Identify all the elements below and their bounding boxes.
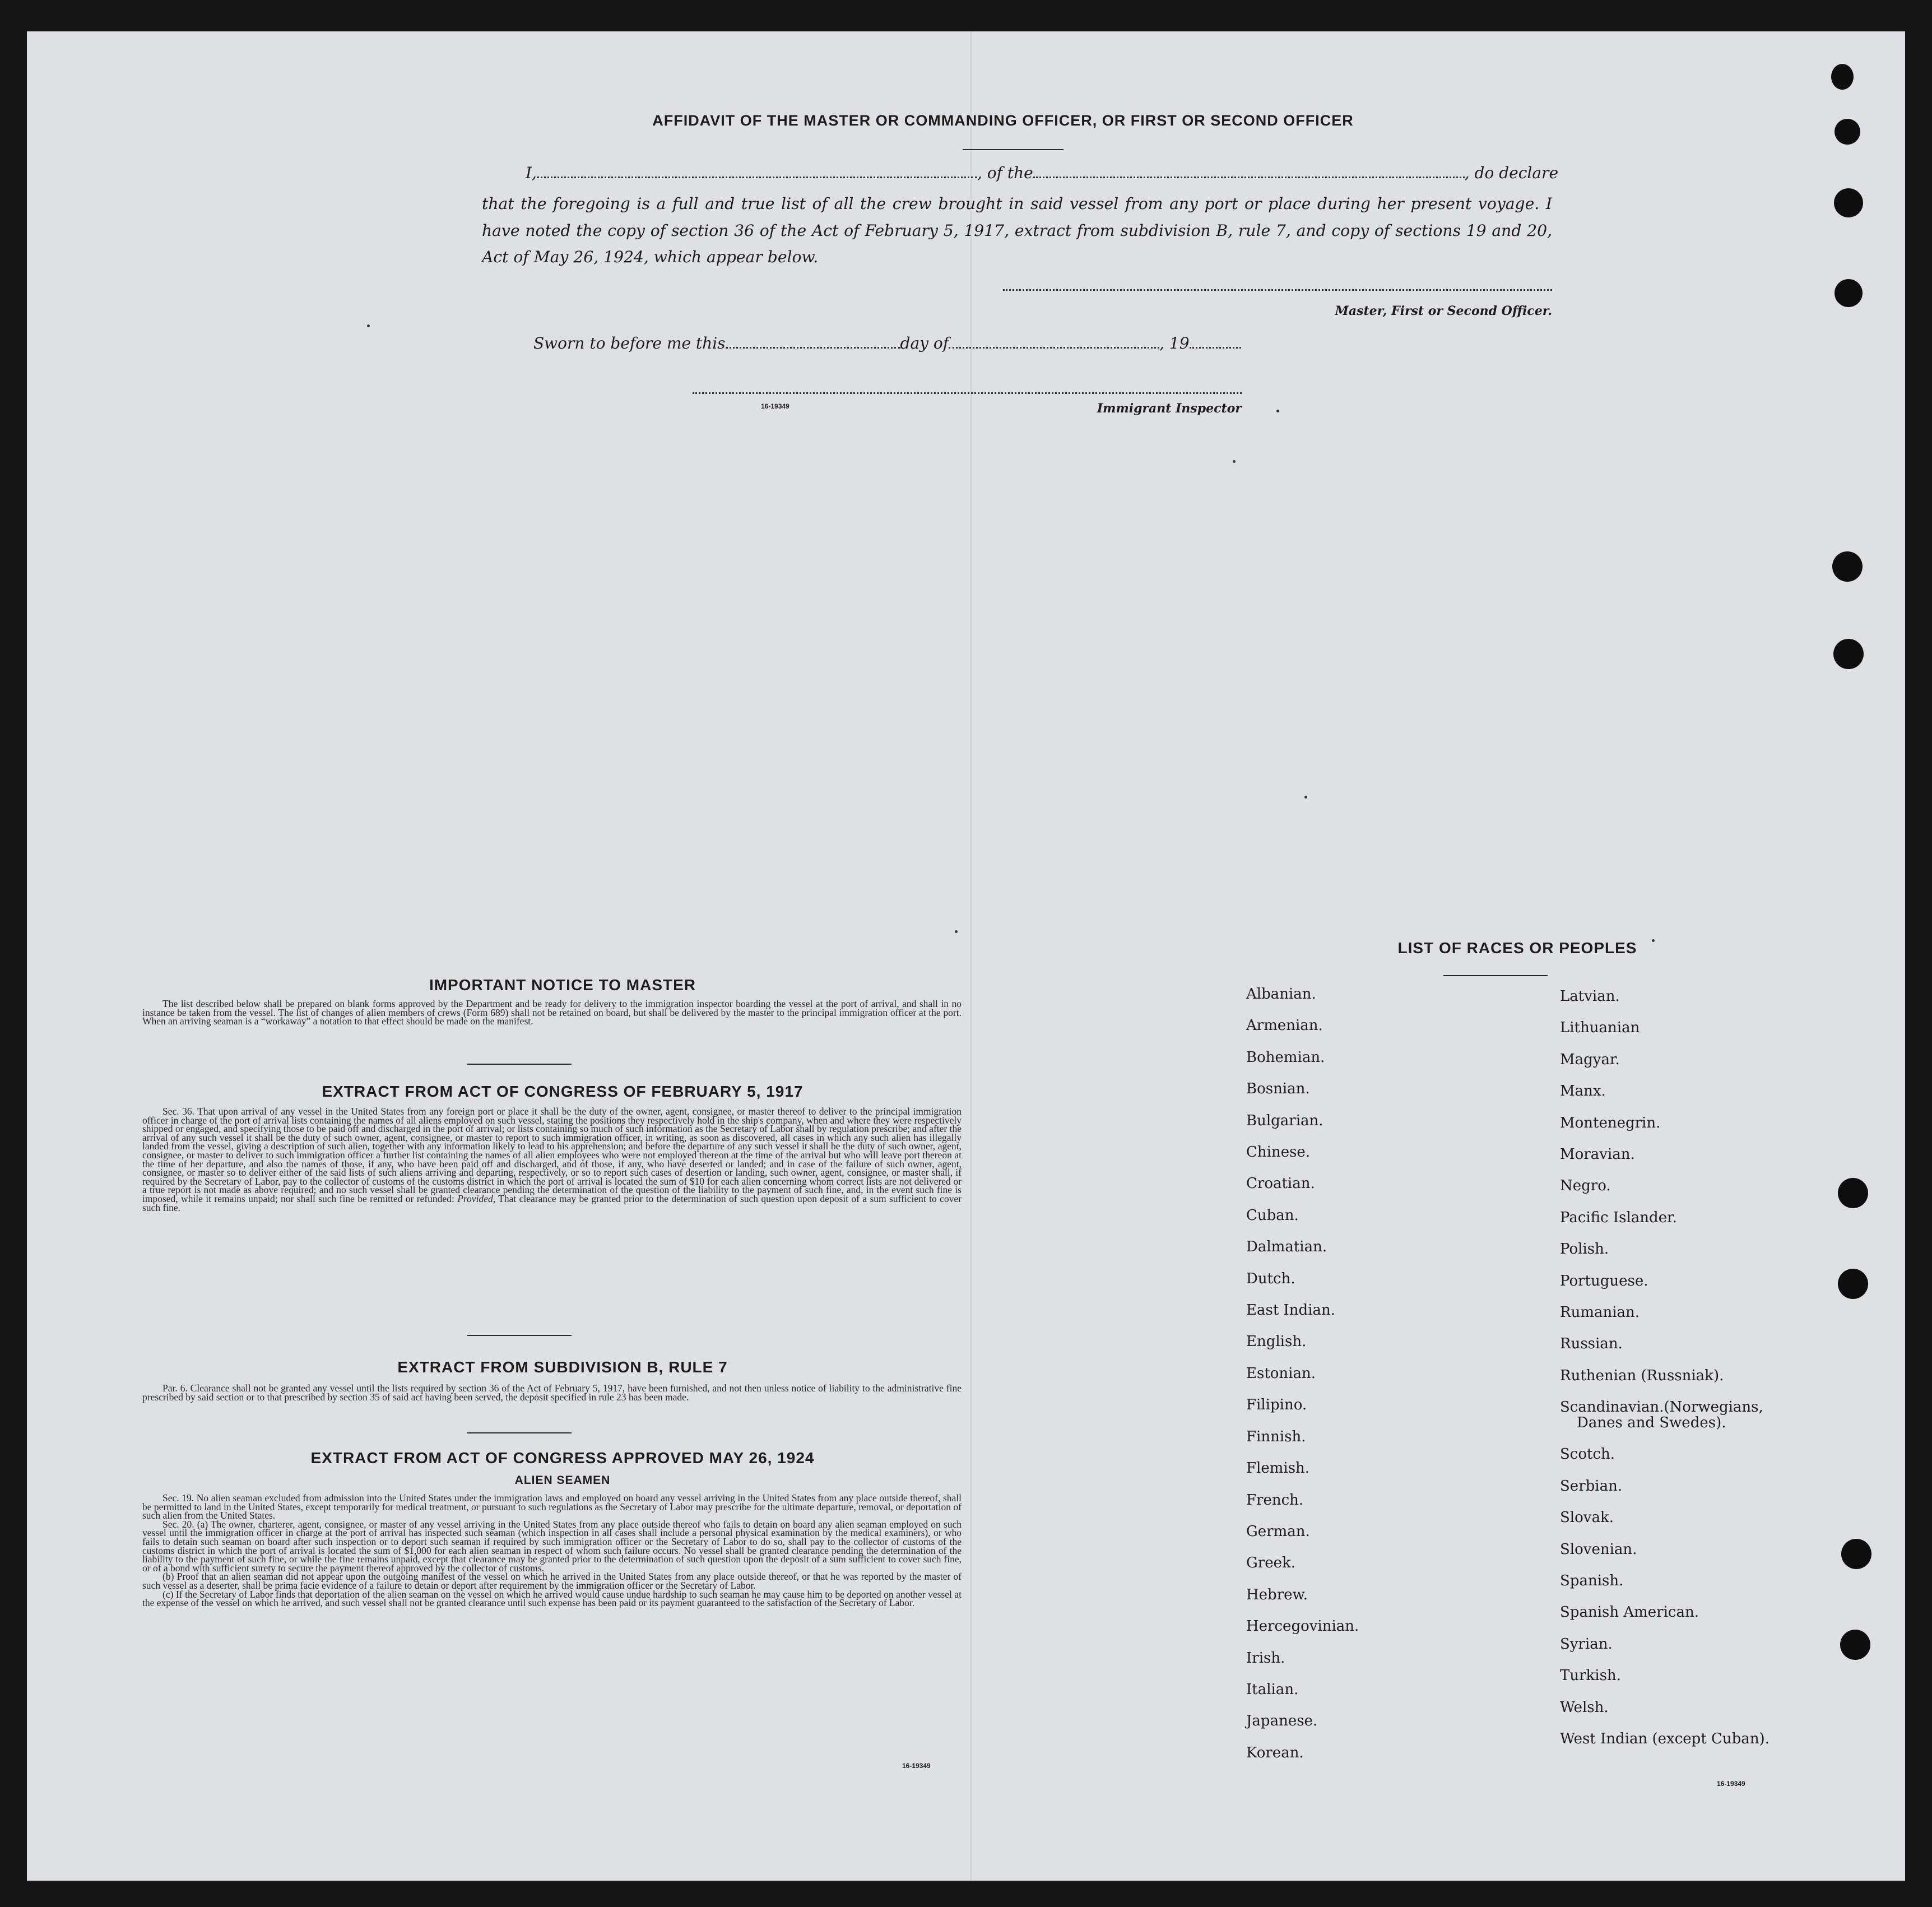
race-entry: East Indian. <box>1246 1302 1336 1319</box>
race-entry: Armenian. <box>1246 1017 1323 1034</box>
punch-hole <box>1841 1539 1871 1569</box>
extract-1917-title: EXTRACT FROM ACT OF CONGRESS OF FEBRUARY 5, 1917 <box>322 1083 804 1100</box>
race-entry: Scandinavian.(Norwegians, <box>1560 1399 1763 1416</box>
race-entry: Scotch. <box>1560 1446 1615 1463</box>
form-number: 16-19349 <box>902 1762 931 1770</box>
race-entry: Filipino. <box>1246 1396 1307 1414</box>
races-title-rule <box>1443 975 1548 976</box>
race-entry: French. <box>1246 1491 1304 1509</box>
affidavit-declaration-line <box>526 164 1559 182</box>
punch-hole <box>1833 639 1864 669</box>
rule7-paragraph: Par. 6. Clearance shall not be granted any vessel until the lists required by section 36 of the Act of February 5, 1917, have been furnished, and not then unless notice of liability to the administrative fine prescribed by said section or to that prescribed by section 35 of said act having been served, the deposit specified in rule 23 has been made. <box>142 1382 962 1403</box>
punch-hole <box>1834 188 1863 217</box>
race-entry: Ruthenian (Russniak). <box>1560 1367 1724 1384</box>
rule7-title: EXTRACT FROM SUBDIVISION B, RULE 7 <box>397 1358 728 1376</box>
race-entry: Bohemian. <box>1246 1048 1325 1066</box>
ink-speck <box>955 930 958 933</box>
of-the-label: , of the <box>977 164 1033 182</box>
race-entry: Cuban. <box>1246 1207 1299 1224</box>
ink-speck <box>1304 796 1307 799</box>
race-entry: Turkish. <box>1560 1667 1621 1685</box>
sworn-year-field[interactable] <box>1190 347 1241 349</box>
race-entry: Irish. <box>1246 1649 1285 1667</box>
race-entry: Flemish. <box>1246 1460 1310 1477</box>
master-signature-field[interactable] <box>1003 289 1552 291</box>
race-entry: Pacific Islander. <box>1560 1209 1677 1226</box>
race-entry: Estonian. <box>1246 1365 1316 1382</box>
race-entry: Croatian. <box>1246 1175 1315 1193</box>
race-entry: Magyar. <box>1560 1051 1620 1068</box>
extract-1924-title: EXTRACT FROM ACT OF CONGRESS APPROVED MAY 26, 1924 <box>310 1449 815 1467</box>
ink-speck <box>1276 410 1279 412</box>
race-entry: West Indian (except Cuban). <box>1560 1730 1770 1747</box>
punch-hole <box>1832 551 1863 582</box>
sworn-line <box>533 334 1241 352</box>
sec19-paragraph: Sec. 19. No alien seaman excluded from admission into the United States under the immigration laws and employed on board any vessel arriving in the United States from any place outside thereof, shall be permitted to land in the United States, except temporarily for medical treatment, or pursuant to such regulations as the Secretary of Labor may prescribe for the ultimate departure, removal, or deportation of such alien from the United States. <box>142 1492 962 1521</box>
punch-hole <box>1840 1630 1870 1660</box>
sworn-month-field[interactable] <box>949 347 1159 349</box>
declarant-name-field[interactable] <box>537 177 977 178</box>
form-number: 16-19349 <box>1717 1780 1745 1788</box>
race-entry: German. <box>1246 1523 1310 1540</box>
vessel-name-field[interactable] <box>1033 177 1465 178</box>
race-entry: Moravian. <box>1560 1146 1635 1163</box>
extract-1924-text <box>142 1494 962 1608</box>
declarant-label: I, <box>526 164 537 182</box>
rule7-text <box>142 1384 962 1402</box>
extract-1917-text <box>142 1107 962 1212</box>
race-entry: Serbian. <box>1560 1477 1623 1495</box>
notice-text <box>142 1000 962 1026</box>
race-entry: Korean. <box>1246 1744 1304 1761</box>
sec20c-paragraph: (c) If the Secretary of Labor finds that deportation of the alien seaman on the vessel on which he arrived would cause undue hardship to such seaman he may cause him to be deported on another vessel at the expense of the vessel on which he arrived, and such vessel shall not be granted clearance until such expense has been paid or its payment guaranteed to the satisfaction of the Secretary of Labor. <box>142 1588 962 1609</box>
sworn-day-field[interactable] <box>726 347 900 349</box>
section-rule <box>467 1432 572 1433</box>
race-entry: Slovenian. <box>1560 1541 1637 1558</box>
notice-title: IMPORTANT NOTICE TO MASTER <box>429 976 696 994</box>
sec20b-paragraph: (b) Proof that an alien seaman did not appear upon the outgoing manifest of the vessel on which he arrived in the United States from any place outside thereof, or that he was reported by the master of such vessel as a deserter, shall be prima facie evidence of a failure to detain or deport after requirement by the immigration officer or the Secretary of Labor. <box>142 1571 962 1591</box>
section-rule <box>467 1335 572 1336</box>
punch-hole <box>1838 1269 1868 1299</box>
form-number: 16-19349 <box>761 402 789 410</box>
sworn-prefix: Sworn to before me this <box>533 334 726 352</box>
punch-hole <box>1835 119 1860 145</box>
affidavit-body: that the foregoing is a full and true list of all the crew brought in said vessel from any port or place during her present voyage. I have noted the copy of section 36 of the Act of February 5, 1917, extract from subdivision B, rule 7, and copy of sections 19 and 20, Act of May 26, 1924, which appear below. <box>482 194 1552 266</box>
master-signature-caption: Master, First or Second Officer. <box>1335 304 1552 318</box>
notice-paragraph: The list described below shall be prepared on blank forms approved by the Department and be ready for delivery to the immigration inspector boarding the vessel at the port of arrival, and shall in no instance be taken from the vessel. The list of changes of alien members of crews (Form 689) shall not be retained on board, but shall be delivered by the master to the principal immigration officer at the port. When an arriving seaman is a “workaway” a notation to that effect should be made on the manifest. <box>142 998 962 1027</box>
sworn-year-prefix: , 19 <box>1159 334 1190 352</box>
race-entry: Hebrew. <box>1246 1586 1308 1603</box>
sec36-paragraph: Sec. 36. That upon arrival of any vessel in the United States from any foreign port or place it shall be the duty of the owner, agent, consignee, or master thereof to deliver to the principal immigration officer in charge of the port of arrival lists containing the names of all aliens employed on such vessel, stating the positions they respectively hold in the ship's company, when and where they were respectively shipped or engaged, and specifying those to be paid off and discharged in the port of arrival; or lists containing so much of such information as the Secretary of Labor shall by regulation prescribe; and after the arrival of any such vessel it shall be the duty of such owner, agent, consignee, or master to report to such immigration officer, in writing, as soon as discovered, all cases in which any such alien has illegally landed from the vessel, giving a description of such alien, together with any information likely to lead to his apprehension; and before the departure of any such vessel it shall be the duty of such owner, agent, consignee, or master to deliver to such immigration officer a further list containing the names of all alien employees who were not employed thereon at the time of the arrival but who will leave port thereon at the time of her departure, and also the names of those, if any, who have been paid off and discharged, and of those, if any, who have deserted or landed; and in case of the failure of such owner, agent, consignee, or master so to deliver either of the said lists of such aliens arriving and departing, respectively, or so to report such cases of desertion or landing, such owner, agent, consignee, or master shall, if required by the Secretary of Labor, pay to the collector of customs of the customs district in which the port of arrival is located the sum of $10 for each alien concerning whom correct lists are not delivered or a true report is not made as above required; and no such vessel shall be granted clearance pending the determination of the question of the liability to the payment of such fine, and, in the event such fine is imposed, while it remains unpaid; nor shall such fine be remitted or refunded: <box>142 1106 962 1204</box>
race-entry: Chinese. <box>1246 1144 1311 1161</box>
sec20a-paragraph: Sec. 20. (a) The owner, charterer, agent, consignee, or master of any vessel arriving in the United States from any place outside thereof who fails to detain on board any alien seaman employed on such vessel until the immigration officer in charge at the port of arrival has inspected such seaman (which inspection in all cases shall include a personal physical examination by the medical examiners), or who fails to detain such seaman on board after such inspection or to deport such seaman if required by such immigration officer or the Secretary of Labor to do so, shall pay to the collector of customs of the customs district in which the port of arrival is located the sum of $1,000 for each alien seaman in respect of whom such failure occurs. No vessel shall be granted clearance pending the determination of the liability to the payment of such fine, or while the fine remains unpaid, except that clearance may be granted prior to the determination of such question upon the deposit of a sum sufficient to cover such fine, or of a bond with sufficient surety to secure the payment thereof approved by the collector of customs. <box>142 1518 962 1574</box>
punch-hole <box>1835 279 1863 307</box>
affidavit-title: AFFIDAVIT OF THE MASTER OR COMMANDING OFFICER, OR FIRST OR SECOND OFFICER <box>652 112 1354 129</box>
race-entry: Italian. <box>1246 1681 1299 1698</box>
page-fold <box>970 31 972 1881</box>
race-entry: Japanese. <box>1246 1713 1318 1730</box>
race-entry: Montenegrin. <box>1560 1114 1661 1131</box>
alien-seamen-subtitle: ALIEN SEAMEN <box>514 1474 611 1487</box>
race-entry: Bulgarian. <box>1246 1112 1323 1129</box>
race-entry: Lithuanian <box>1560 1019 1640 1037</box>
race-entry: Manx. <box>1560 1083 1606 1100</box>
race-entry: Spanish. <box>1560 1572 1624 1589</box>
declare-label: , do declare <box>1464 164 1559 182</box>
race-entry: Slovak. <box>1560 1509 1614 1526</box>
race-entry-multiline <box>1560 1391 1770 1439</box>
document-page <box>27 31 1905 1881</box>
proviso-text: That clearance may be granted prior to the determination of such question upon deposit of a sum sufficient to cover such fine. <box>142 1193 962 1213</box>
race-entry: Dutch. <box>1246 1270 1295 1287</box>
proviso-label: Provided, <box>457 1193 496 1204</box>
race-entry-continuation: Danes and Swedes). <box>1577 1414 1726 1432</box>
race-entry: Russian. <box>1560 1335 1623 1353</box>
race-entry: Greek. <box>1246 1555 1295 1572</box>
race-entry: Welsh. <box>1560 1699 1609 1716</box>
race-entry: Syrian. <box>1560 1635 1613 1653</box>
race-entry: Dalmatian. <box>1246 1238 1327 1256</box>
title-rule <box>963 149 1063 150</box>
race-entry: English. <box>1246 1333 1307 1351</box>
ink-speck <box>1233 460 1236 463</box>
race-entry: Bosnian. <box>1246 1080 1310 1098</box>
sworn-day-of: day of <box>900 334 949 352</box>
ink-speck <box>367 324 370 327</box>
race-entry: Hercegovinian. <box>1246 1618 1359 1635</box>
race-entry: Portuguese. <box>1560 1272 1648 1289</box>
race-entry: Rumanian. <box>1560 1304 1640 1321</box>
races-title: LIST OF RACES OR PEOPLES <box>1397 939 1637 957</box>
inspector-signature-field[interactable] <box>693 392 1242 394</box>
races-right-column <box>1560 981 1770 1755</box>
race-entry: Finnish. <box>1246 1428 1306 1445</box>
race-entry: Negro. <box>1560 1177 1611 1195</box>
race-entry: Latvian. <box>1560 988 1620 1005</box>
inspector-caption: Immigrant Inspector <box>1097 401 1242 416</box>
section-rule <box>467 1064 572 1065</box>
race-entry: Polish. <box>1560 1241 1609 1258</box>
punch-hole <box>1838 1178 1868 1208</box>
punch-hole <box>1831 64 1854 90</box>
races-left-column <box>1246 978 1359 1769</box>
race-entry: Spanish American. <box>1560 1604 1699 1621</box>
race-entry: Albanian. <box>1246 986 1316 1003</box>
